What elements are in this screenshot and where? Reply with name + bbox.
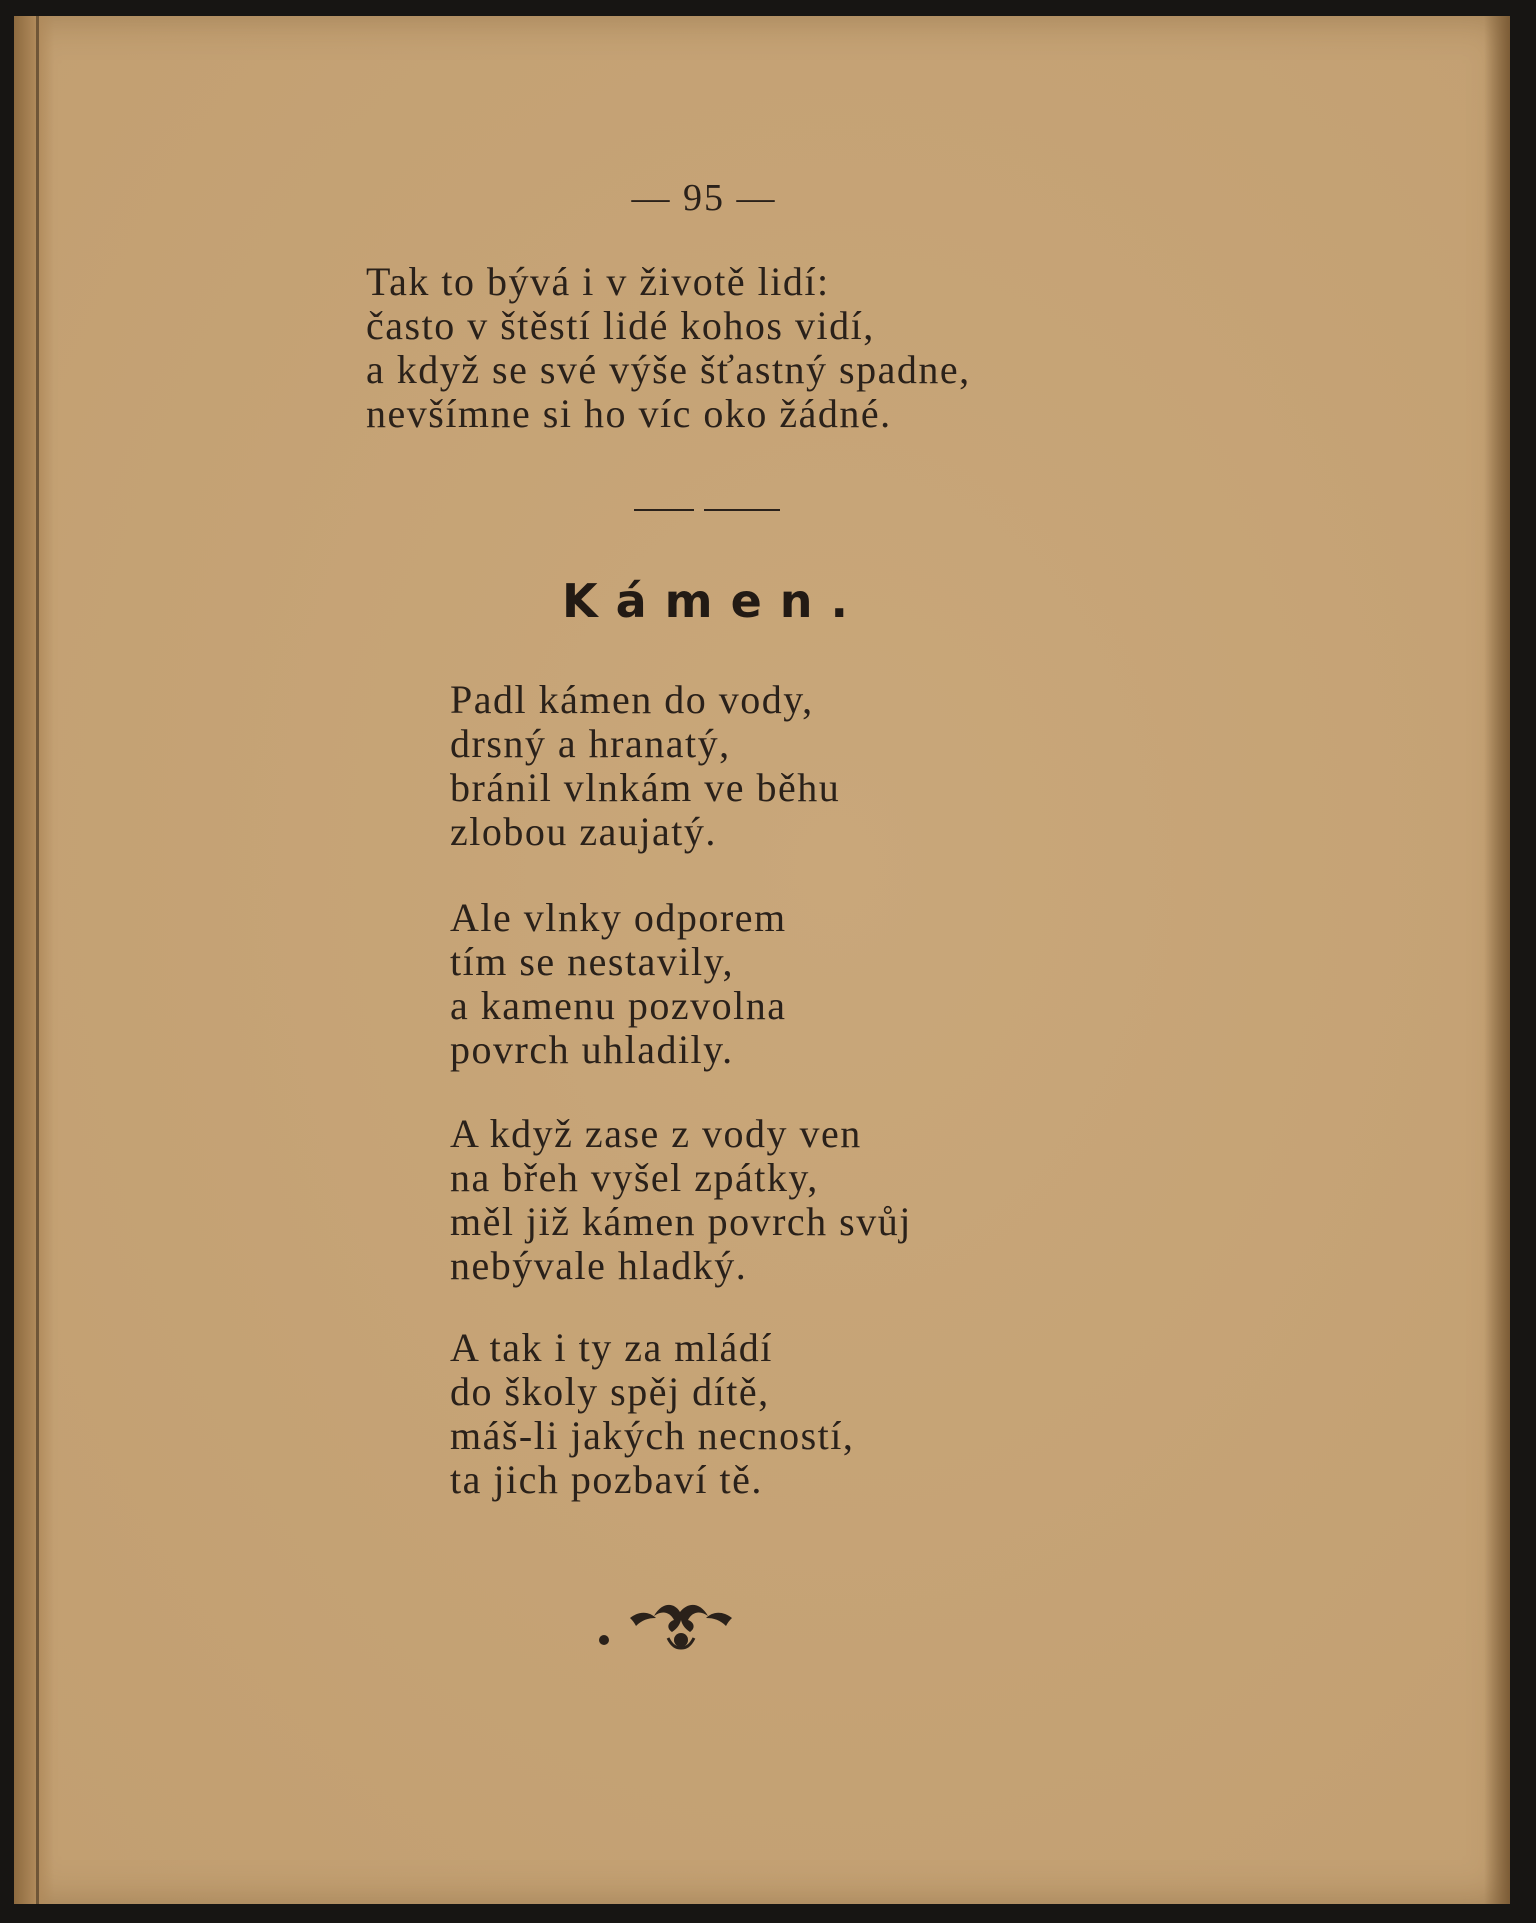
verse-line: nevšímne si ho víc oko žádné. xyxy=(366,391,892,436)
page-edge-shadow xyxy=(1484,16,1510,1904)
verse-line: A tak i ty za mládí xyxy=(450,1325,773,1370)
verse-line: a kamenu pozvolna xyxy=(450,983,787,1028)
binding-edge xyxy=(36,16,39,1904)
verse-line: na břeh vyšel zpátky, xyxy=(450,1155,819,1200)
verse-line: do školy spěj dítě, xyxy=(450,1369,770,1414)
verse-line: tím se nestavily, xyxy=(450,939,734,984)
verse-line: A když zase z vody ven xyxy=(450,1111,862,1156)
verse-line: bránil vlnkám ve běhu xyxy=(450,765,841,810)
section-separator xyxy=(634,509,780,511)
verse-line: nebývale hladký. xyxy=(450,1243,748,1288)
verse-line: ta jich pozbaví tě. xyxy=(450,1457,763,1502)
verse-line: máš-li jakých necností, xyxy=(450,1413,855,1458)
intro-stanza xyxy=(366,260,971,436)
book-page xyxy=(14,16,1510,1904)
verse-line: Ale vlnky odporem xyxy=(450,895,787,940)
stanza-4 xyxy=(450,1326,854,1502)
verse-line: povrch uhladily. xyxy=(450,1027,734,1072)
verse-line: měl již kámen povrch svůj xyxy=(450,1199,912,1244)
verse-line: Tak to bývá i v životě lidí: xyxy=(366,259,830,304)
poem-title: Kámen. xyxy=(561,574,867,628)
stanza-3 xyxy=(450,1112,912,1288)
verse-line: drsný a hranatý, xyxy=(450,721,731,766)
floral-tailpiece-icon xyxy=(596,1588,766,1658)
verse-line: zlobou zaujatý. xyxy=(450,809,717,854)
verse-line: často v štěstí lidé kohos vidí, xyxy=(366,303,875,348)
page-number: — 95 — xyxy=(631,177,777,219)
verse-line: a když se své výše šťastný spadne, xyxy=(366,347,971,392)
book-spine-shadow xyxy=(14,16,54,1904)
stanza-1 xyxy=(450,678,840,854)
verse-line: Padl kámen do vody, xyxy=(450,677,814,722)
stanza-2 xyxy=(450,896,787,1072)
